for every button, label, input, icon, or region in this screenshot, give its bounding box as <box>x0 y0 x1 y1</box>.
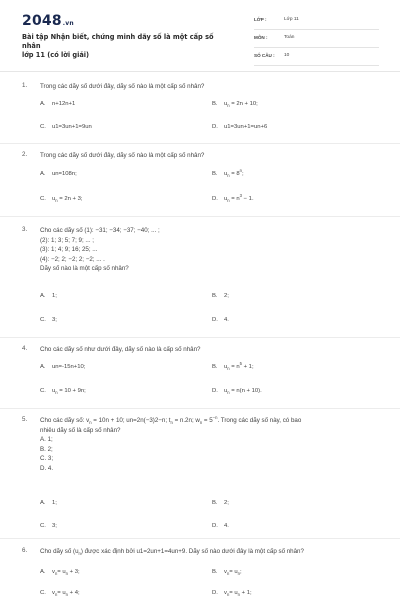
meta-row-subject: MÔN : Toán <box>254 33 379 48</box>
meta-row-class: LỚP : Lớp 11 <box>254 15 379 30</box>
document-header <box>0 0 400 66</box>
option-c[interactable]: C. 3; <box>40 523 57 529</box>
option-c[interactable]: C. u1=3un+1=9un <box>40 124 92 130</box>
question-5: 5. Cho các dãy số: $v_n = 10n + 10$; un=2n(−3)2−n; $t_n = n.2n$; $w_n = 5^{-n}$. Trong các dãy số này, có bao nhiêu dãy số là cấp số nhân? A. 1; B. 2; C. 3; D. 4. A. 1; B. 2; C. 3; D. 4. <box>22 416 392 536</box>
document-meta <box>254 15 379 69</box>
option-b[interactable]: B. 2; <box>212 500 229 506</box>
option-c[interactable]: C. 3; <box>40 317 57 323</box>
option-b[interactable]: B. $u_n = n^5 + 1$; <box>212 361 254 372</box>
option-b[interactable]: B. $u_n = 2n + 10$; <box>212 101 258 109</box>
site-logo[interactable]: 2048.vn <box>22 13 74 29</box>
option-b[interactable]: B. 2; <box>212 293 229 299</box>
option-d[interactable]: D. $v_n= u_n + 1$; <box>212 590 252 598</box>
option-d[interactable]: D. 4. <box>212 523 229 529</box>
separator <box>0 408 400 409</box>
question-4: 4. Cho các dãy số như dưới đây, dãy số nào là cấp số nhân? A. un=-15n+10; B. $u_n = n^5 + 1$; C. $u_n = 10 + 9n$; D. $u_n = n(n + 10)$. <box>22 345 392 405</box>
option-a[interactable]: A. 1; <box>40 500 57 506</box>
option-b[interactable]: B. $u_n = 8^n$; <box>212 168 244 179</box>
option-c[interactable]: C. $u_n = 10 + 9n$; <box>40 388 86 396</box>
question-text: Trong các dãy số dưới đây, dãy số nào là một cấp số nhân? <box>40 83 205 90</box>
question-1: 1. Trong các dãy số dưới đây, dãy số nào là một cấp số nhân? A. n+12n+1 B. $u_n = 2n + 10$; C. u1=3un+1=9un D. u1=3un+1=un+6 <box>22 82 392 142</box>
separator <box>0 337 400 338</box>
option-d[interactable]: D. $u_n = n(n + 10)$. <box>212 388 262 396</box>
option-a[interactable]: A. $v_n= u_n + 3$; <box>40 569 80 577</box>
option-d[interactable]: D. u1=3un+1=un+6 <box>212 124 268 130</box>
document-title <box>22 33 232 60</box>
option-a[interactable]: A. un=108n; <box>40 171 77 177</box>
question-text: Cho các dãy số như dưới đây, dãy số nào là cấp số nhân? <box>40 346 201 353</box>
separator <box>0 216 400 217</box>
question-text: Trong các dãy số dưới đây, dãy số nào là một cấp số nhân? <box>40 152 205 159</box>
title-line-1: Bài tập Nhận biết, chứng minh dãy số là một cấp số nhân <box>22 33 214 50</box>
option-a[interactable]: A. un=-15n+10; <box>40 364 86 370</box>
separator <box>0 538 400 539</box>
question-text: Cho các dãy số (1): −31; −34; −37; −40; ... ; (2): 1; 3; 5; 7; 9; ... ; (3): 1; 4; 9; 16; 25; ... (4): −2; 2; −2; 2; −2; ... . Dãy số nào là một cấp số nhân? <box>40 227 160 272</box>
option-b[interactable]: B. $v_n= u_n$; <box>212 569 242 577</box>
option-d[interactable]: D. $u_n = n^3 - 1$. <box>212 193 254 204</box>
option-c[interactable]: C. $v_n= u_n + 4$; <box>40 590 80 598</box>
option-a[interactable]: A. n+12n+1 <box>40 101 76 107</box>
separator <box>0 143 400 144</box>
meta-row-count: SỐ CÂU : 10 <box>254 51 379 66</box>
question-2: 2. Trong các dãy số dưới đây, dãy số nào là một cấp số nhân? A. un=108n; B. $u_n = 8^n$; C. $u_n = 2n + 3$; D. $u_n = n^3 - 1$. <box>22 151 392 211</box>
question-3: 3. Cho các dãy số (1): −31; −34; −37; −40; ... ; (2): 1; 3; 5; 7; 9; ... ; (3): 1; 4; 9; 16; 25; ... (4): −2; 2; −2; 2; −2; ... . Dãy số nào là một cấp số nhân? A. 1; B. 2; C. 3; D. 4. <box>22 226 392 331</box>
question-6: 6. Cho dãy số $(u_n)$ được xác định bởi u1=2un+1=4un+9. Dãy số nào dưới đây là một cấp số nhân? A. $v_n= u_n + 3$; B. $v_n= u_n$; C. $v_n= u_n + 4$; D. $v_n= u_n + 1$; <box>22 547 392 600</box>
option-d[interactable]: D. 4. <box>212 317 229 323</box>
title-line-2: lớp 11 (có lời giải) <box>22 51 90 59</box>
question-text: Cho các dãy số: $v_n = 10n + 10$; un=2n(−3)2−n; $t_n = n.2n$; $w_n = 5^{-n}$. Trong các dãy số này, có bao nhiêu dãy số là cấp số nhân? A. 1; B. 2; C. 3; D. 4. <box>40 414 302 472</box>
option-a[interactable]: A. 1; <box>40 293 57 299</box>
option-c[interactable]: C. $u_n = 2n + 3$; <box>40 196 83 204</box>
header-divider <box>0 71 400 72</box>
question-text: Cho dãy số $(u_n)$ được xác định bởi u1=2un+1=4un+9. Dãy số nào dưới đây là một cấp số nhân? <box>40 548 304 557</box>
